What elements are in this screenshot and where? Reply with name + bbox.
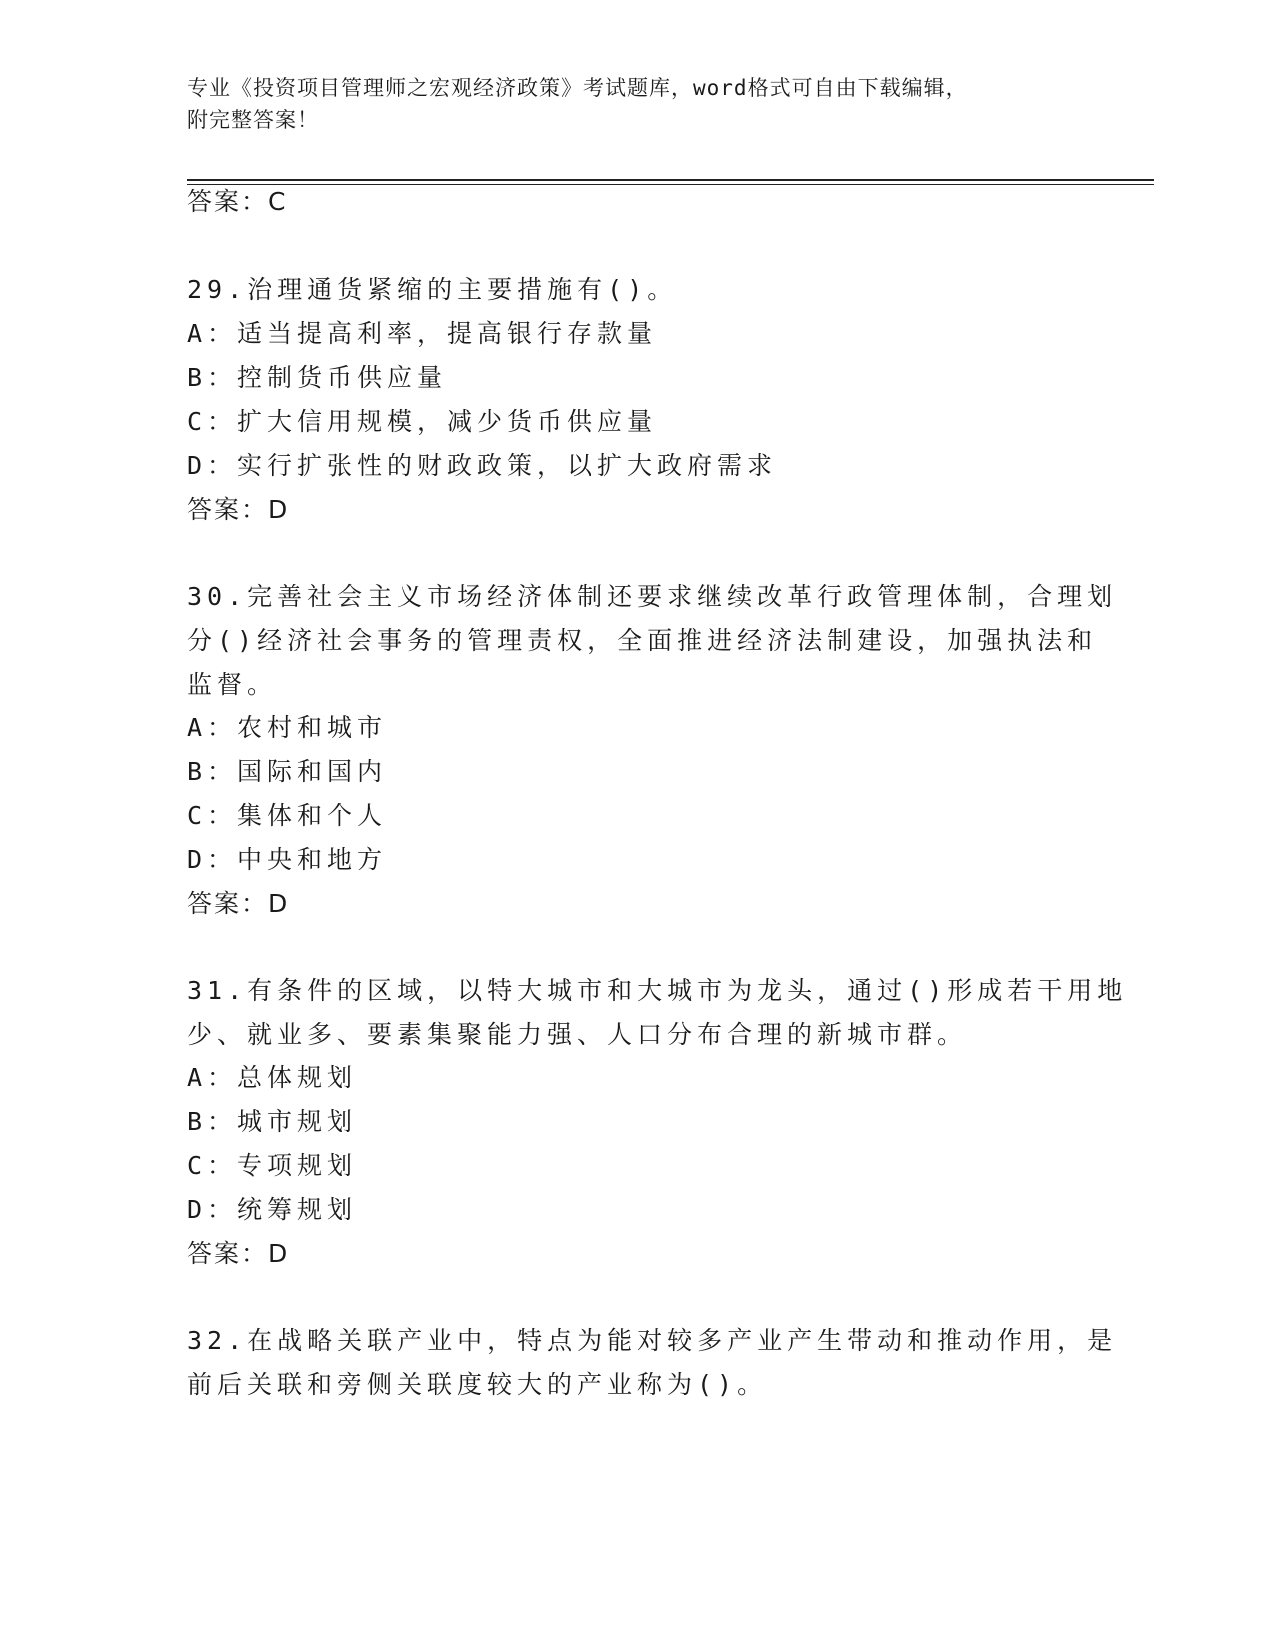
answer-prev-question: 答案：C (187, 187, 288, 216)
question-29-answer: 答案：D (187, 495, 290, 524)
question-30-stem-line-2: 分()经济社会事务的管理责权，全面推进经济法制建设，加强执法和 (187, 626, 1098, 655)
question-30-option-b: B：国际和国内 (187, 757, 388, 786)
question-32-stem-line-2: 前后关联和旁侧关联度较大的产业称为()。 (187, 1370, 768, 1399)
question-30-option-c: C：集体和个人 (187, 801, 388, 830)
question-31-answer: 答案：D (187, 1239, 290, 1268)
question-32-stem-line-1: 32.在战略关联产业中，特点为能对较多产业产生带动和推动作用，是 (187, 1326, 1118, 1355)
question-31-option-b: B：城市规划 (187, 1107, 358, 1136)
question-31-stem-line-1: 31.有条件的区域，以特大城市和大城市为龙头，通过()形成若干用地 (187, 976, 1128, 1005)
question-29-stem: 29.治理通货紧缩的主要措施有()。 (187, 275, 678, 304)
header-divider-thick (187, 179, 1154, 181)
document-header-intro: 专业《投资项目管理师之宏观经济政策》考试题库，word格式可自由下载编辑， 附完整答案！ (187, 76, 968, 132)
question-29-option-c: C：扩大信用规模，减少货币供应量 (187, 407, 658, 436)
question-30-option-d: D：中央和地方 (187, 845, 388, 874)
question-31-stem-line-2: 少、就业多、要素集聚能力强、人口分布合理的新城市群。 (187, 1020, 968, 1049)
question-30-stem-line-1: 30.完善社会主义市场经济体制还要求继续改革行政管理体制，合理划 (187, 582, 1118, 611)
question-30-answer: 答案：D (187, 889, 290, 918)
header-divider-thin (187, 184, 1154, 185)
question-29-option-d: D：实行扩张性的财政政策，以扩大政府需求 (187, 451, 778, 480)
question-30-option-a: A：农村和城市 (187, 713, 388, 742)
question-30-stem-line-3: 监督。 (187, 670, 278, 699)
question-31-option-a: A：总体规划 (187, 1063, 358, 1092)
question-31-option-c: C：专项规划 (187, 1151, 358, 1180)
question-29-option-b: B：控制货币供应量 (187, 363, 448, 392)
question-31-option-d: D：统筹规划 (187, 1195, 358, 1224)
question-29-option-a: A：适当提高利率，提高银行存款量 (187, 319, 658, 348)
